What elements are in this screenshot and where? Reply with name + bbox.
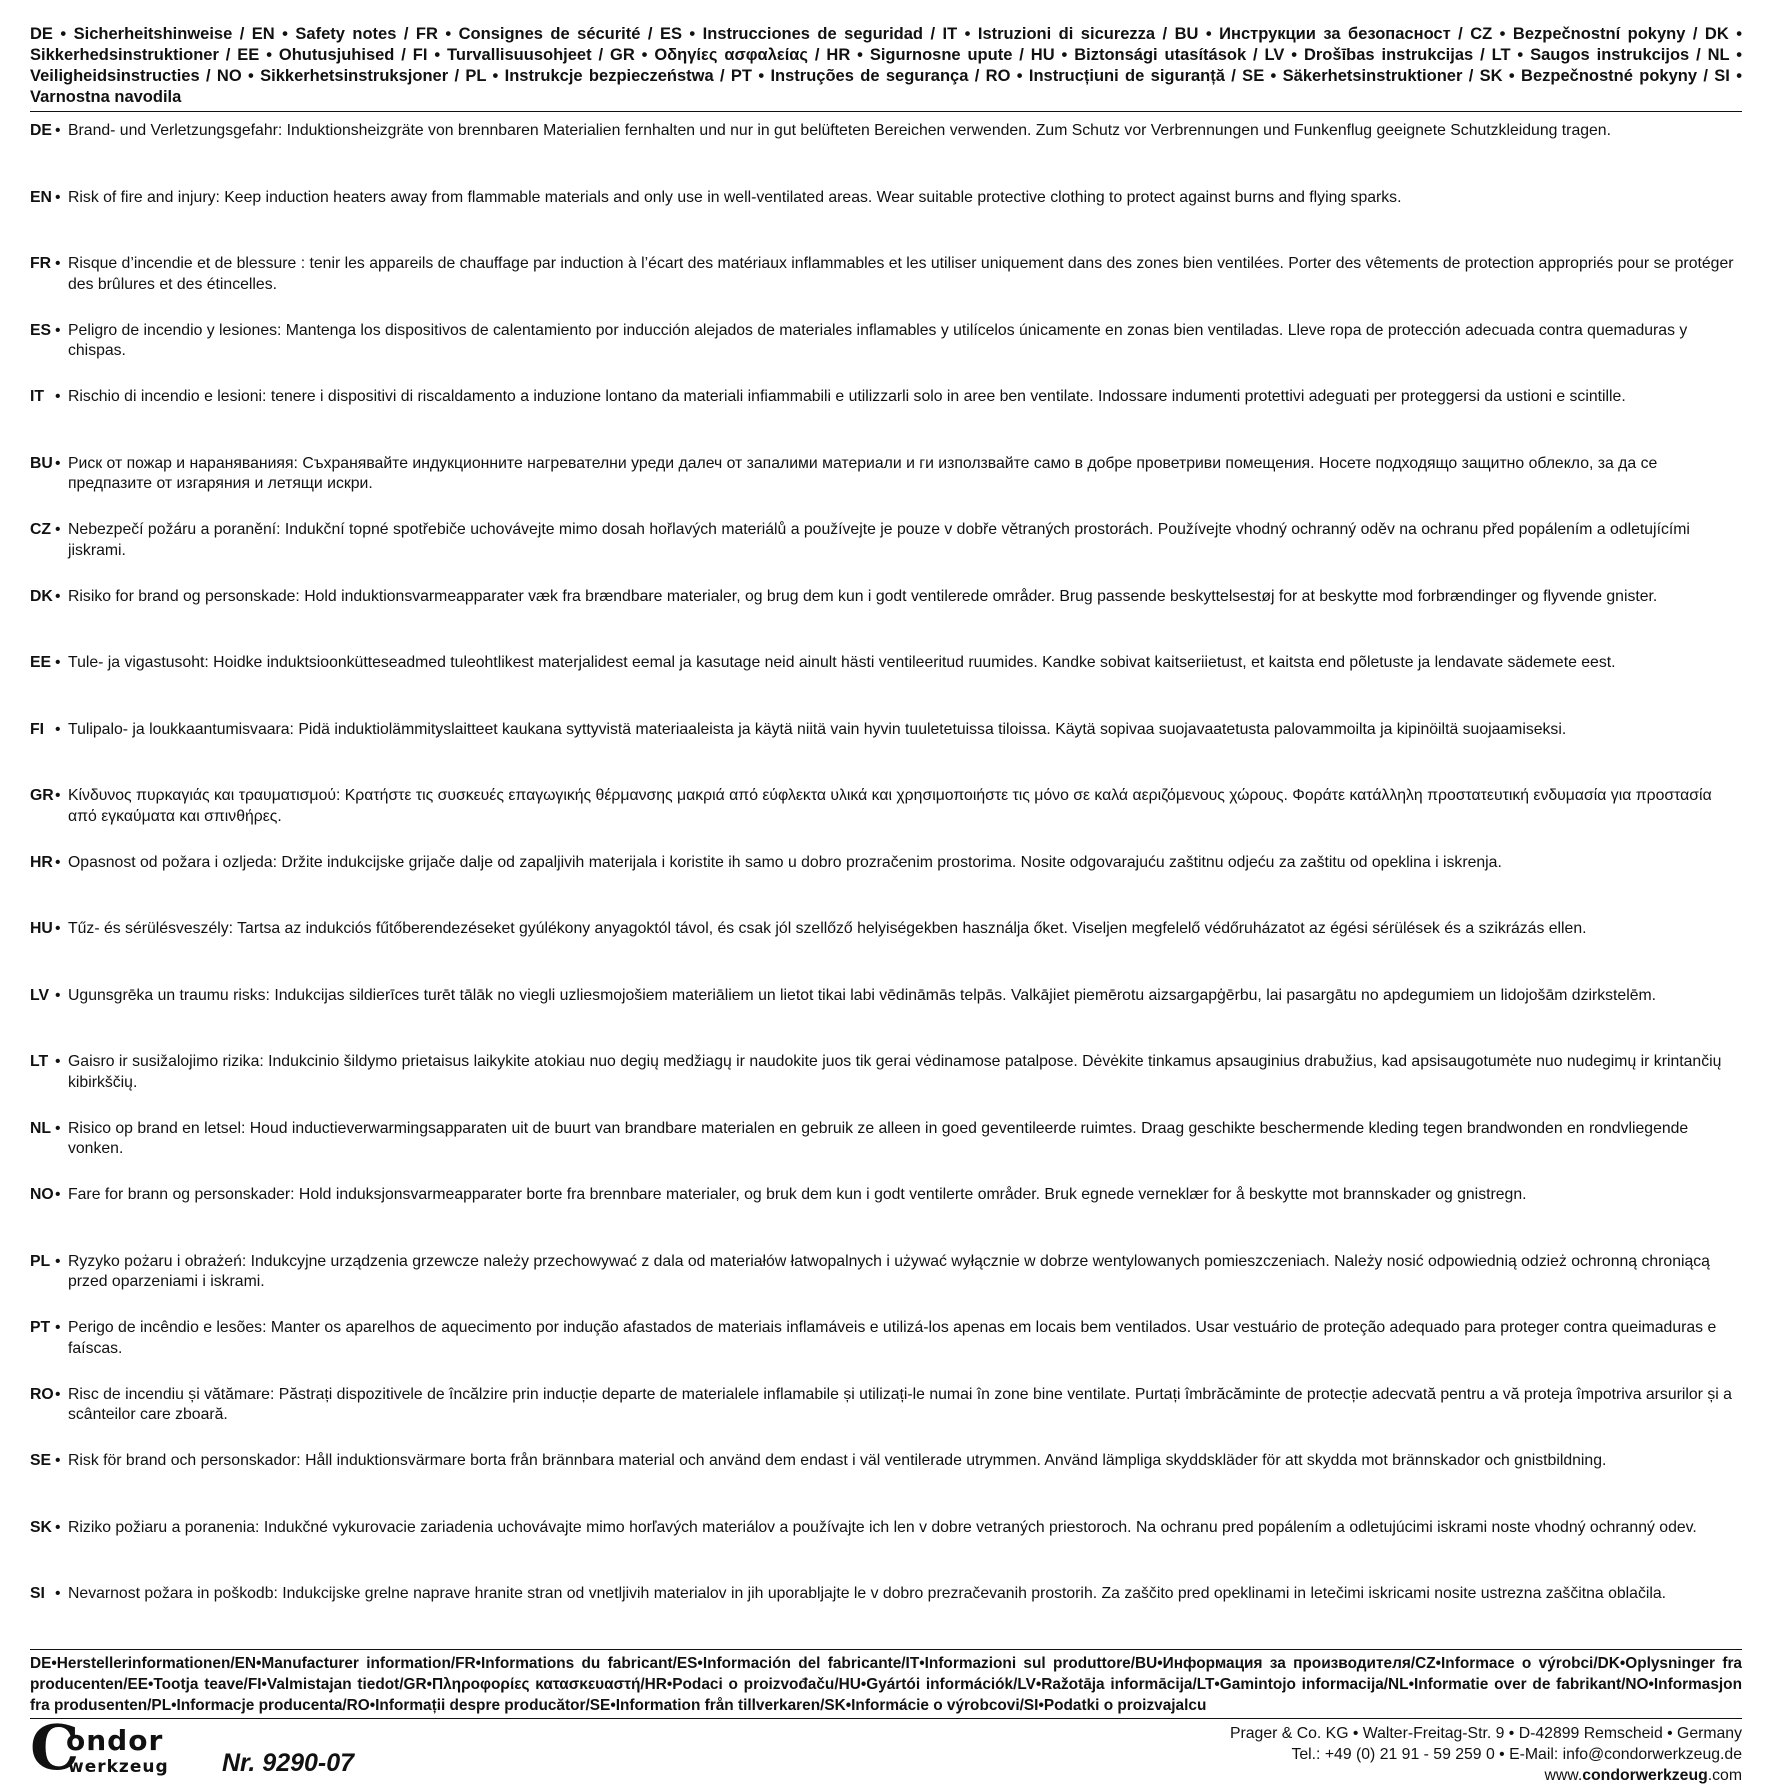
- language-code: LV: [30, 986, 50, 1004]
- safety-entry-ee: [30, 647, 1742, 714]
- bullet: •: [55, 920, 61, 937]
- bullet: •: [55, 1252, 61, 1270]
- safety-entry-se: [30, 1445, 1742, 1512]
- safety-text: Gaisro ir susižalojimo rizika: Indukcinio šildymo prietaisus laikykite atokiau nuo degių medžiagų ir naudokite juos tik gerai vėdinamose patalpose. Dėvėkite tinkamus apsauginius drabužius, kad apsisaugotumėte nuo nudegimų ir krintančių kibirkščių.: [68, 1053, 1722, 1091]
- bullet: •: [55, 587, 61, 605]
- language-code: PL: [30, 1252, 51, 1270]
- website-domain: condorwerkzeug: [1582, 1766, 1708, 1784]
- language-code: SE: [30, 1452, 52, 1469]
- safety-entry-hr: [30, 847, 1742, 914]
- logo-wordmark: ondor: [66, 1723, 164, 1757]
- safety-entry-fi: [30, 714, 1742, 781]
- safety-text: Ugunsgrēka un traumu risks: Indukcijas sildierīces turēt tālāk no viegli uzliesmojošiem materiāliem un lietot tikai labi vēdināmās telpās. Valkājiet piemērotu aizsargapģērbu, lai pasargātu no apdegumiem un lidojošām dzirkstelēm.: [68, 986, 1657, 1004]
- language-code: EN: [30, 188, 52, 206]
- website-suffix: .com: [1707, 1766, 1742, 1784]
- safety-text: Κίνδυνος πυρκαγιάς και τραυματισμού: Κρατήστε τις συσκευές επαγωγικής θέρμανσης μακριά από εύφλεκτα υλικά και χρησιμοποιήστε τις μόνο σε καλά αεριζόμενους χώρους. Φοράτε κατάλληλη προστατευτική ενδυμασία για προστασία από εγκαύματα και σπινθήρες.: [68, 787, 1712, 825]
- language-code: EE: [30, 654, 52, 671]
- bullet: •: [55, 1452, 61, 1469]
- safety-entry-gr: [30, 780, 1742, 847]
- language-code: IT: [30, 388, 45, 405]
- safety-notes-list: [30, 115, 1742, 1645]
- address-line: Prager & Co. KG • Walter-Freitag-Str. 9 • D-42899 Remscheid • Germany: [1229, 1724, 1742, 1742]
- safety-entry-hu: [30, 913, 1742, 980]
- safety-text: Risk of fire and injury: Keep induction heaters away from flammable materials and only use in well-ventilated areas. Wear suitable protective clothing to protect against burns and flying sparks.: [68, 188, 1402, 206]
- safety-sheet: [30, 24, 1742, 1784]
- safety-entry-no: [30, 1179, 1742, 1246]
- language-code: CZ: [30, 521, 52, 538]
- safety-entry-nl: [30, 1113, 1742, 1180]
- language-code: FI: [30, 720, 45, 738]
- language-code: LT: [30, 1053, 49, 1070]
- safety-entry-it: [30, 381, 1742, 448]
- bullet: •: [55, 787, 61, 804]
- language-code: SK: [30, 1518, 52, 1536]
- website-prefix: www.: [1544, 1766, 1583, 1784]
- safety-text: Brand- und Verletzungsgefahr: Induktionsheizgräte von brennbaren Materialien fernhalten und nur in gut belüfteten Bereichen verwenden. Zum Schutz vor Verbrennungen und Funkenflug geeignete Schutzkleidung tragen.: [68, 122, 1611, 139]
- safety-text: Tule- ja vigastusoht: Hoidke induktsioonkütteseadmed tuleohtlikest materjalidest eemal ja kasutage neid ainult hästi ventileeritud ruumides. Kandke sobivat kaitseriietust, et kaitsta end põletuste ja lendavate sädemete eest.: [68, 654, 1616, 671]
- safety-entry-sk: [30, 1512, 1742, 1579]
- safety-text: Risque d’incendie et de blessure : tenir les appareils de chauffage par induction à l’écart des matériaux inflammables et les utiliser uniquement dans des zones bien ventilées. Porter des vêtements de protection appropriés pour se protéger des brûlures et des étincelles.: [68, 255, 1734, 293]
- language-code: PT: [30, 1319, 51, 1336]
- safety-text: Perigo de incêndio e lesões: Manter os aparelhos de aquecimento por indução afastados de materiais inflamáveis e utilizá-los apenas em locais bem ventilados. Usar vestuário de proteção adequado para proteger contra queimaduras e faíscas.: [68, 1319, 1717, 1357]
- language-code: GR: [30, 787, 54, 804]
- safety-entry-dk: [30, 581, 1742, 648]
- safety-notes-header: DE • Sicherheitshinweise / EN • Safety notes / FR • Consignes de sécurité / ES • Instrucciones de seguridad / IT • Istruzioni di sicurezza / BU • Инструкции за безопасност / CZ • Bezpečnostní pokyny / DK • Sikkerhedsinstruktioner / EE • Ohutusjuhised / FI • Turvallisuusohjeet / GR • Οδηγίες ασφαλείας / HR • Sigurnosne upute / HU • Biztonsági utasítások / LV • Drošības instrukcijas / LT • Saugos instrukcijos / NL • Veiligheidsinstructies / NO • Sikkerhetsinstruksjoner / PL • Instrukcje bezpieczeństwa / PT • Instruções de segurança / RO • Instrucțiuni de siguranță / SE • Säkerhetsinstruktioner / SK • Bezpečnostné pokyny / SI • Varnostna navodila: [30, 24, 1742, 112]
- safety-text: Peligro de incendio y lesiones: Mantenga los dispositivos de calentamiento por inducción alejados de materiales inflamables y utilícelos únicamente en zonas bien ventiladas. Lleve ropa de protección adecuada contra quemaduras y chispas.: [68, 321, 1688, 359]
- bullet: •: [55, 986, 61, 1004]
- bullet: •: [55, 1119, 61, 1137]
- bullet: •: [55, 122, 61, 139]
- safety-entry-de: [30, 115, 1742, 182]
- safety-entry-fr: [30, 248, 1742, 315]
- safety-entry-bu: [30, 448, 1742, 515]
- language-code: BU: [30, 454, 53, 472]
- safety-entry-si: [30, 1578, 1742, 1645]
- bullet: •: [55, 454, 61, 472]
- bullet: •: [55, 255, 61, 272]
- language-code: DE: [30, 122, 52, 139]
- language-code: HR: [30, 853, 53, 871]
- language-code: ES: [30, 321, 52, 339]
- language-code: SI: [30, 1585, 45, 1602]
- safety-entry-ro: [30, 1379, 1742, 1446]
- safety-entry-lt: [30, 1046, 1742, 1113]
- safety-text: Nebezpečí požáru a poranění: Indukční topné spotřebiče uchovávejte mimo dosah hořlavých materiálů a používejte je pouze v dobře větraných prostorách. Používejte vhodný ochranný oděv na ochranu před popálením a odletujícími jiskrami.: [68, 521, 1690, 559]
- footer: [30, 1710, 1742, 1791]
- safety-text: Risiko for brand og personskade: Hold induktionsvarmeapparater væk fra brændbare materialer, og brug dem kun i godt ventilerede områder. Brug passende beskyttelsestøj for at beskytte mod forbrændinger og flyvende gnister.: [68, 587, 1658, 605]
- language-code: NO: [30, 1186, 54, 1203]
- safety-text: Risk för brand och personskador: Håll induktionsvärmare borta från brännbara material och använd dem endast i väl ventilerade utrymmen. Använd lämpliga skyddskläder för att skydda mot brännskador och gnistbildning.: [68, 1452, 1607, 1469]
- safety-text: Risico op brand en letsel: Houd inductieverwarmingsapparaten uit de buurt van brandbare materialen en gebruik ze alleen in goed geventileerde ruimtes. Draag geschikte beschermende kleding tegen brandwonden en rondvliegende vonken.: [68, 1119, 1689, 1157]
- bullet: •: [55, 654, 61, 671]
- safety-text: Rischio di incendio e lesioni: tenere i dispositivi di riscaldamento a induzione lontano da materiali infiammabili e utilizzarli solo in aree ben ventilate. Indossare indumenti protettivi adeguati per proteggersi da ustioni e scintille.: [68, 388, 1626, 405]
- language-code: HU: [30, 920, 53, 937]
- bullet: •: [55, 321, 61, 339]
- bullet: •: [55, 1319, 61, 1336]
- safety-text: Nevarnost požara in poškodb: Indukcijske grelne naprave hranite stran od vnetljivih materialov in jih uporabljajte le v dobro prezračevanih prostorih. Za zaščito pred opeklinami in letečimi iskricami nosite ustrezna zaščitna oblačila.: [68, 1585, 1667, 1602]
- safety-entry-es: [30, 315, 1742, 382]
- bullet: •: [55, 521, 61, 538]
- safety-text: Riziko požiaru a poranenia: Indukčné vykurovacie zariadenia uchovávajte mimo horľavých materiálov a používajte ich len v dobre vetraných priestoroch. Na ochranu pred popálením a odletujúcimi iskrami noste vhodný ochranný odev.: [68, 1518, 1697, 1536]
- safety-entry-lv: [30, 980, 1742, 1047]
- safety-entry-pt: [30, 1312, 1742, 1379]
- bullet: •: [55, 853, 61, 871]
- safety-text: Ryzyko pożaru i obrażeń: Indukcyjne urządzenia grzewcze należy przechowywać z dala od materiałów łatwopalnych i używać wyłącznie w dobrze wentylowanych pomieszczeniach. Należy nosić odpowiednią odzież ochronną chroniącą przed oparzeniami i iskrami.: [68, 1252, 1710, 1290]
- website-line: [1230, 1765, 1742, 1786]
- bullet: •: [55, 1385, 61, 1403]
- bullet: •: [55, 720, 61, 738]
- contact-line: Tel.: +49 (0) 21 91 - 59 259 0 • E-Mail: info@condorwerkzeug.de: [1291, 1745, 1742, 1763]
- safety-entry-en: [30, 182, 1742, 249]
- manufacturer-address: [1230, 1723, 1742, 1786]
- language-code: RO: [30, 1385, 54, 1403]
- language-code: DK: [30, 587, 53, 605]
- safety-text: Risc de incendiu și vătămare: Păstrați dispozitivele de încălzire prin inducție departe de materialele inflamabile și utilizați-le numai în zone bine ventilate. Purtați îmbrăcăminte de protecție adecvată pentru a vă proteja împotriva arsurilor și a scânteilor care zboară.: [68, 1385, 1732, 1423]
- safety-entry-pl: [30, 1246, 1742, 1313]
- safety-text: Tűz- és sérülésveszély: Tartsa az indukciós fűtőberendezéseket gyúlékony anyagoktól távol, és csak jól szellőző helyiségekben használja őket. Viseljen megfelelő védőruházatot az égési sérülések és a szikrázás ellen.: [68, 920, 1587, 937]
- bullet: •: [55, 1186, 61, 1203]
- language-code: NL: [30, 1119, 52, 1137]
- safety-text: Fare for brann og personskader: Hold induksjonsvarmeapparater borte fra brennbare materialer, og bruk dem kun i godt ventilerte områder. Bruk egnede verneklær for å beskytte mot brannskader og gnistregn.: [68, 1186, 1527, 1203]
- manufacturer-info-header: DE•Herstellerinformationen/EN•Manufacturer information/FR•Informations du fabricant/ES•Información del fabricante/IT•Informazioni sul produttore/BU•Информация за производителя/CZ•Informace o výrobci/DK•Oplysninger fra producenten/EE•Tootja teave/FI•Valmistajan tiedot/GR•Πληροφορίες κατασκευαστή/HR•Podaci o proizvođaču/HU•Gyártói információk/LV•Ražotāja informācija/LT•Gamintojo informacija/NL•Informatie over de fabrikant/NO•Informasjon fra produsenten/PL•Informacje producenta/RO•Informații despre producător/SE•Information från tillverkaren/SK•Informácie o výrobcovi/SI•Podatki o proizvajalcu: [30, 1649, 1742, 1719]
- article-number: Nr. 9290-07: [222, 1748, 355, 1777]
- language-code: FR: [30, 255, 52, 272]
- bullet: •: [55, 388, 61, 405]
- condor-werkzeug-logo: [30, 1710, 220, 1785]
- logo-letter-c: C: [30, 1710, 80, 1784]
- bullet: •: [55, 1518, 61, 1536]
- bullet: •: [55, 1585, 61, 1602]
- safety-text: Tulipalo- ja loukkaantumisvaara: Pidä induktiolämmityslaitteet kaukana syttyvistä materiaaleista ja käytä niitä vain hyvin tuuletetuissa tiloissa. Käytä sopivaa suojavaatetusta palovammoilta ja kipinöiltä suojaamiseksi.: [68, 720, 1567, 738]
- safety-text: Риск от пожар и нараняванияя: Съхранявайте индукционните нагревателни уреди далеч от запалими материали и ги използвайте само в добре проветриви помещения. Носете подходящо защитно облекло, за да се предпазите от изгаряния и летящи искри.: [68, 454, 1658, 492]
- logo-subtitle: werkzeug: [68, 1756, 169, 1777]
- safety-text: Opasnost od požara i ozljeda: Držite indukcijske grijače dalje od zapaljivih materijala i koristite ih samo u dobro prozračenim prostorima. Nosite odgovarajuću zaštitnu odjeću za zaštitu od opeklina i iskrenja.: [68, 853, 1502, 871]
- bullet: •: [55, 1053, 61, 1070]
- safety-entry-cz: [30, 514, 1742, 581]
- bullet: •: [55, 188, 61, 206]
